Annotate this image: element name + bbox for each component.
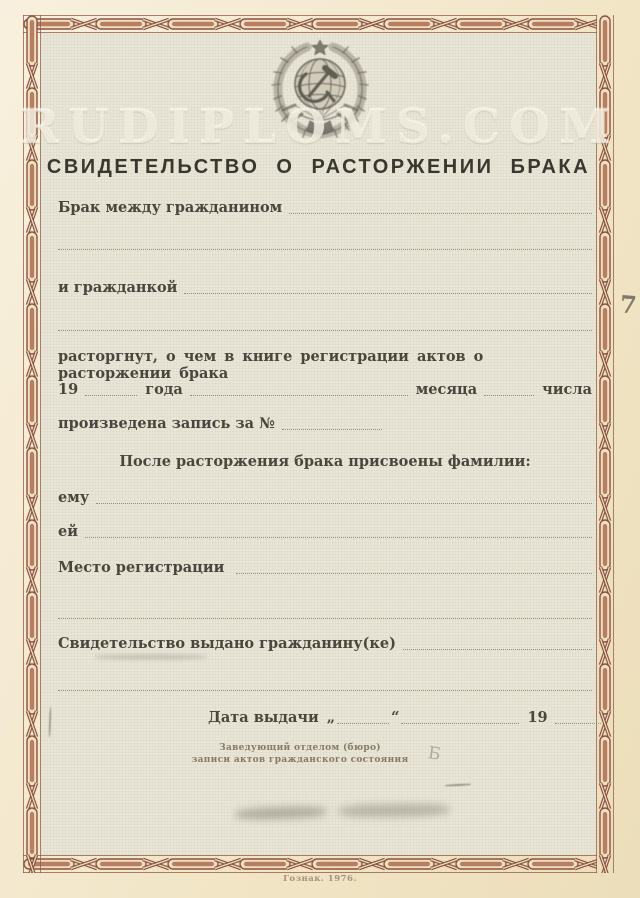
- open-quote: „: [326, 709, 336, 726]
- day-word: числа: [542, 381, 592, 398]
- printer-imprint: Гознак. 1976.: [283, 874, 357, 884]
- close-quote: “: [391, 709, 400, 726]
- issued-to-label: Свидетельство выдано гражданину(ке): [58, 635, 396, 652]
- his-label: ему: [58, 489, 90, 506]
- signature-line1: Заведующий отделом (бюро): [219, 743, 381, 753]
- underline-smudge: [95, 655, 207, 659]
- year-prefix: 19: [58, 381, 79, 398]
- watermark-text: RUDIPLOMS.COM: [19, 100, 621, 155]
- groom-row: [58, 200, 592, 217]
- groom-label: Брак между гражданином: [58, 199, 283, 216]
- year-blank: [85, 391, 137, 396]
- record-blank: [282, 425, 382, 430]
- his-surname-row: [58, 490, 592, 507]
- record-label: произведена запись за №: [58, 415, 275, 432]
- issue-date-row: [208, 710, 574, 727]
- her-surname-row: [58, 524, 592, 541]
- record-row: [58, 416, 592, 433]
- date-row: [58, 382, 592, 399]
- blank-line: [58, 249, 592, 250]
- surnames-heading-row: [58, 454, 592, 471]
- month-blank: [190, 391, 408, 396]
- place-label: Место регистрации: [58, 559, 225, 576]
- issue-year-blank: [555, 719, 601, 724]
- his-blank: [96, 499, 592, 504]
- day-blank: [484, 391, 534, 396]
- bride-label: и гражданкой: [58, 279, 178, 296]
- signature-line2: записи актов гражданского состояния: [191, 755, 409, 765]
- issue-day-blank: [337, 719, 389, 724]
- surnames-heading: После расторжения брака присвоены фамилии:: [119, 453, 531, 470]
- groom-blank-line: [289, 209, 592, 214]
- pencil-mark: Б: [426, 743, 442, 765]
- her-blank: [85, 533, 592, 538]
- issued-to-row: [58, 636, 592, 653]
- signature-block: [0, 742, 600, 766]
- blank-line: [58, 690, 592, 691]
- bride-blank-line: [184, 289, 592, 294]
- bride-row: [58, 280, 592, 297]
- issue-year-prefix: 19: [527, 709, 548, 726]
- margin-pen-mark: 7: [619, 289, 638, 320]
- place-blank: [236, 569, 592, 574]
- certificate-title: СВИДЕТЕЛЬСТВО О РАСТОРЖЕНИИ БРАКА: [46, 156, 591, 178]
- issue-date-label: Дата выдачи: [208, 709, 319, 726]
- blank-line: [58, 330, 592, 331]
- year-word: года: [145, 381, 183, 398]
- place-row: [58, 560, 592, 577]
- month-word: месяца: [415, 381, 478, 398]
- issue-month-blank: [401, 719, 519, 724]
- her-label: ей: [58, 523, 78, 540]
- blank-line: [58, 618, 592, 619]
- issued-to-blank: [403, 645, 592, 650]
- dissolved-text: расторгнут, о чем в книге регистрации актов о расторжении брака: [58, 348, 484, 382]
